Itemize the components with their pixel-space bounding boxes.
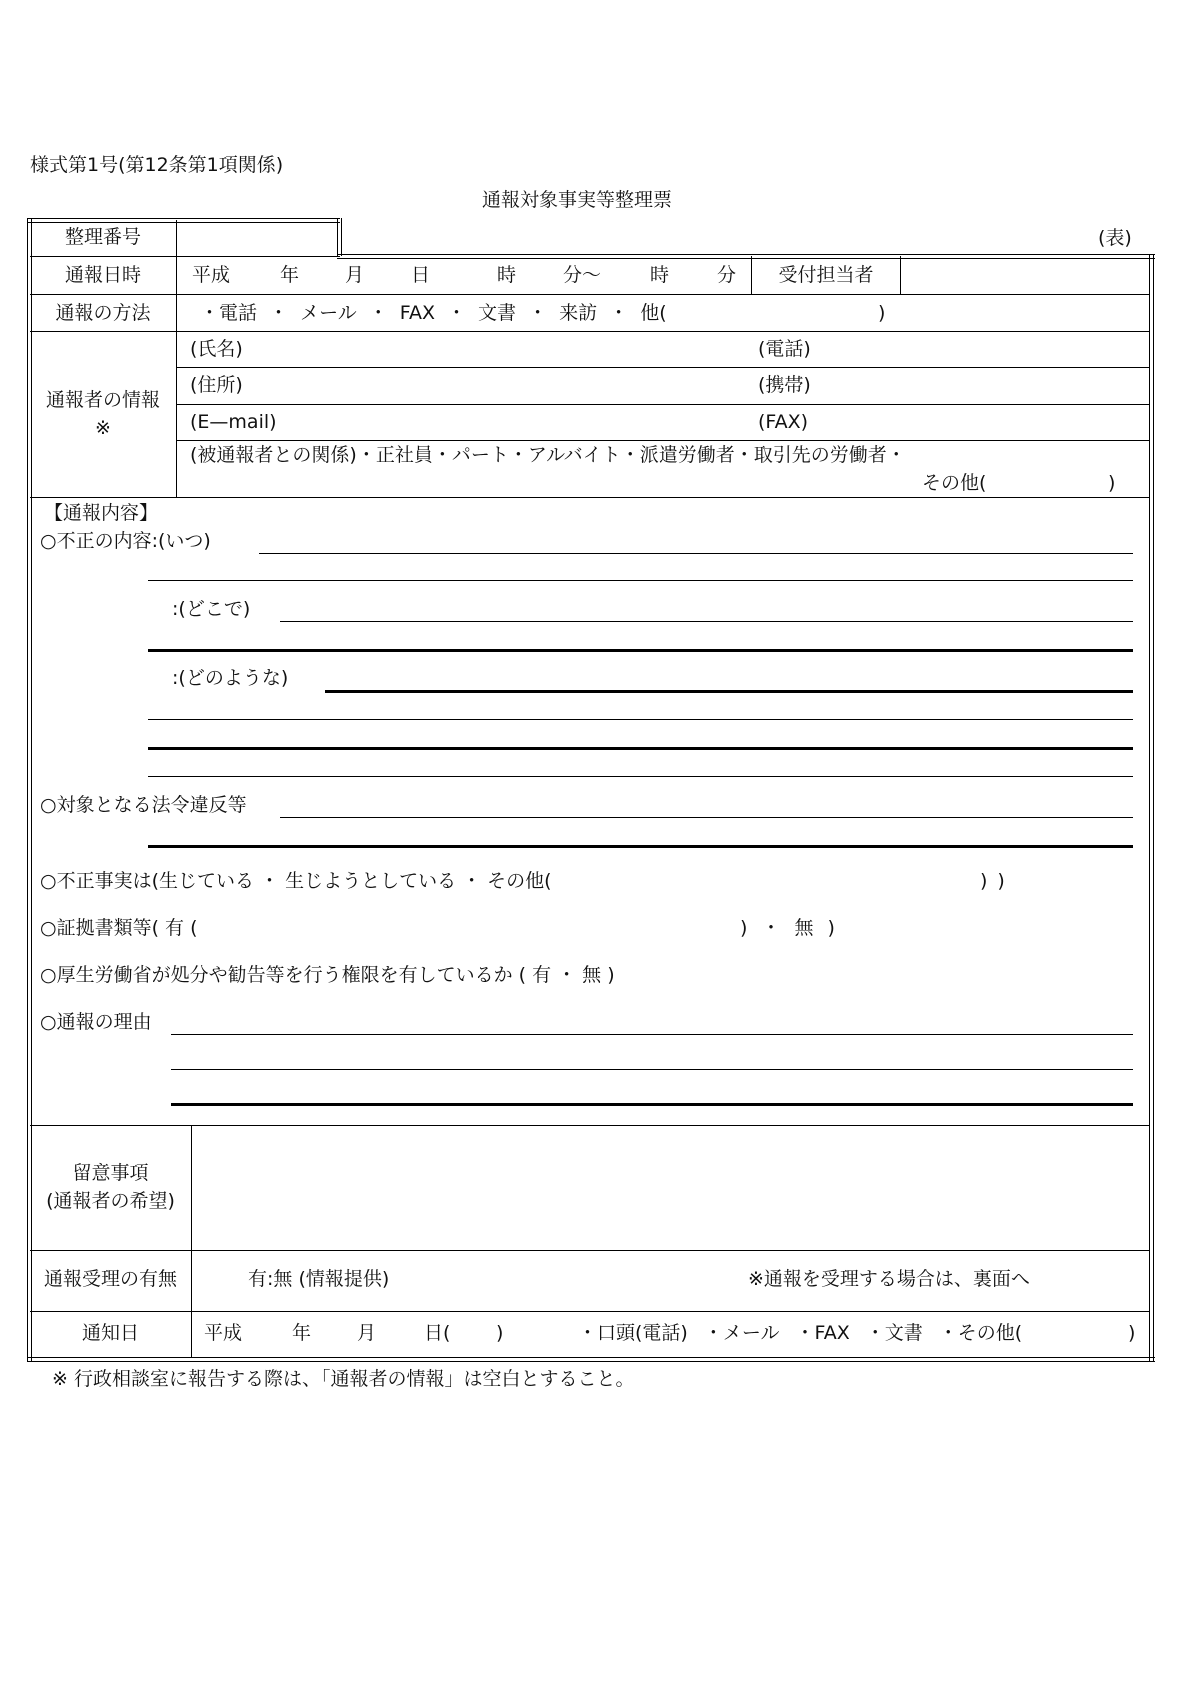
row-divider	[176, 367, 1150, 368]
month-label: 月	[345, 264, 365, 286]
day-label: 日	[411, 264, 431, 286]
fraud-when-line[interactable]	[148, 580, 1133, 581]
minute-label: 分〜	[563, 264, 602, 286]
content-section-title: 【通報内容】	[44, 502, 159, 524]
notification-day-close: )	[496, 1322, 504, 1344]
fraud-where-label: :(どこで)	[172, 598, 251, 620]
fact-status-close: ))	[980, 870, 1015, 892]
address-label: (住所)	[190, 374, 243, 396]
notification-label: 通知日	[81, 1322, 139, 1344]
fraud-how-line[interactable]	[325, 690, 1133, 693]
notes-sublabel: (通報者の希望)	[46, 1190, 175, 1212]
fraud-where-line[interactable]	[148, 649, 1133, 652]
hour-label: 時	[650, 264, 670, 286]
email-label: (E—mail)	[190, 411, 277, 433]
name-label: (氏名)	[190, 338, 243, 360]
reason-line[interactable]	[171, 1103, 1133, 1106]
receiver-label: 受付担当者	[778, 264, 874, 286]
fact-status[interactable]: ○不正事実は(生じている ・ 生じようとしている ・ その他(	[40, 870, 552, 892]
report-method-label: 通報の方法	[55, 302, 151, 324]
acceptance-note: ※通報を受理する場合は、裏面へ	[748, 1268, 1030, 1290]
form-title: 通報対象事実等整理票	[482, 189, 673, 211]
row-divider	[30, 331, 1150, 332]
law-label: ○対象となる法令違反等	[40, 794, 247, 816]
evidence-close[interactable]: ) ・ 無 )	[740, 917, 835, 939]
notification-methods-close: )	[1128, 1322, 1136, 1344]
acceptance-label: 通報受理の有無	[43, 1268, 177, 1290]
receiver-field[interactable]	[902, 257, 1148, 293]
notification-year: 年	[292, 1322, 312, 1344]
authority[interactable]: ○厚生労働省が処分や勧告等を行う権限を有しているか ( 有 ・ 無 )	[40, 964, 615, 986]
row-divider	[30, 1250, 1150, 1251]
footnote: ※ 行政相談室に報告する際は、「通報者の情報」は空白とすること。	[52, 1368, 635, 1390]
row-divider	[30, 256, 340, 257]
seiri-bangou-label: 整理番号	[64, 226, 141, 248]
form-number: 様式第1号(第12条第1項関係)	[30, 154, 284, 176]
fraud-how-label: :(どのような)	[172, 667, 289, 689]
reason-line[interactable]	[171, 1069, 1133, 1070]
fraud-how-line[interactable]	[148, 747, 1133, 750]
row-divider	[176, 440, 1150, 441]
fraud-how-line[interactable]	[148, 719, 1133, 720]
mobile-label: (携帯)	[758, 374, 811, 396]
row-divider	[30, 1125, 1150, 1126]
report-datetime-label: 通報日時	[64, 264, 141, 286]
year-label: 年	[280, 264, 300, 286]
relation-options[interactable]: (被通報者との関係)・正社員・パート・アルバイト・派遣労働者・取引先の労働者・	[190, 444, 906, 466]
acceptance-options[interactable]: 有:無 (情報提供)	[248, 1268, 390, 1290]
reason-line[interactable]	[171, 1034, 1133, 1035]
hour-label: 時	[497, 264, 517, 286]
row-divider	[176, 404, 1150, 405]
notes-label: 留意事項	[72, 1162, 149, 1184]
row-divider	[30, 294, 1150, 295]
reporter-info-label: 通報者の情報	[45, 389, 160, 411]
fraud-when-label: ○不正の内容:(いつ)	[40, 530, 211, 552]
law-line[interactable]	[148, 845, 1133, 848]
notification-era: 平成	[204, 1322, 243, 1344]
notification-month: 月	[357, 1322, 377, 1344]
asterisk-mark: ※	[95, 417, 111, 439]
minute-label: 分	[717, 264, 737, 286]
fraud-how-line[interactable]	[148, 776, 1133, 777]
reason-label: ○通報の理由	[40, 1011, 152, 1033]
row-divider	[30, 497, 1150, 498]
border	[337, 218, 342, 256]
col-divider	[191, 1125, 192, 1358]
report-method-close: )	[878, 302, 886, 324]
notification-methods[interactable]: ・口頭(電話) ・メール ・FAX ・文書 ・その他(	[578, 1322, 1023, 1344]
fax-label: (FAX)	[758, 411, 809, 433]
relation-other: その他(	[922, 472, 987, 494]
relation-close: )	[1108, 472, 1116, 494]
fraud-where-line[interactable]	[280, 621, 1133, 622]
border	[27, 218, 32, 1361]
law-line[interactable]	[280, 817, 1133, 818]
border	[1149, 254, 1154, 1361]
report-method-options[interactable]: ・電話 ・ メール ・ FAX ・ 文書 ・ 来訪 ・ 他(	[200, 302, 667, 324]
col-divider	[176, 220, 177, 497]
border	[27, 1357, 1155, 1362]
seiri-bangou-field[interactable]	[178, 220, 336, 255]
fraud-when-line[interactable]	[259, 553, 1133, 554]
notes-field[interactable]	[193, 1127, 1148, 1249]
col-divider	[900, 256, 901, 294]
side-label: (表)	[1098, 227, 1132, 249]
row-divider	[30, 1311, 1150, 1312]
phone-label: (電話)	[758, 338, 811, 360]
evidence[interactable]: ○証拠書類等( 有 (	[40, 917, 198, 939]
era-label: 平成	[192, 264, 231, 286]
notification-day: 日(	[424, 1322, 451, 1344]
